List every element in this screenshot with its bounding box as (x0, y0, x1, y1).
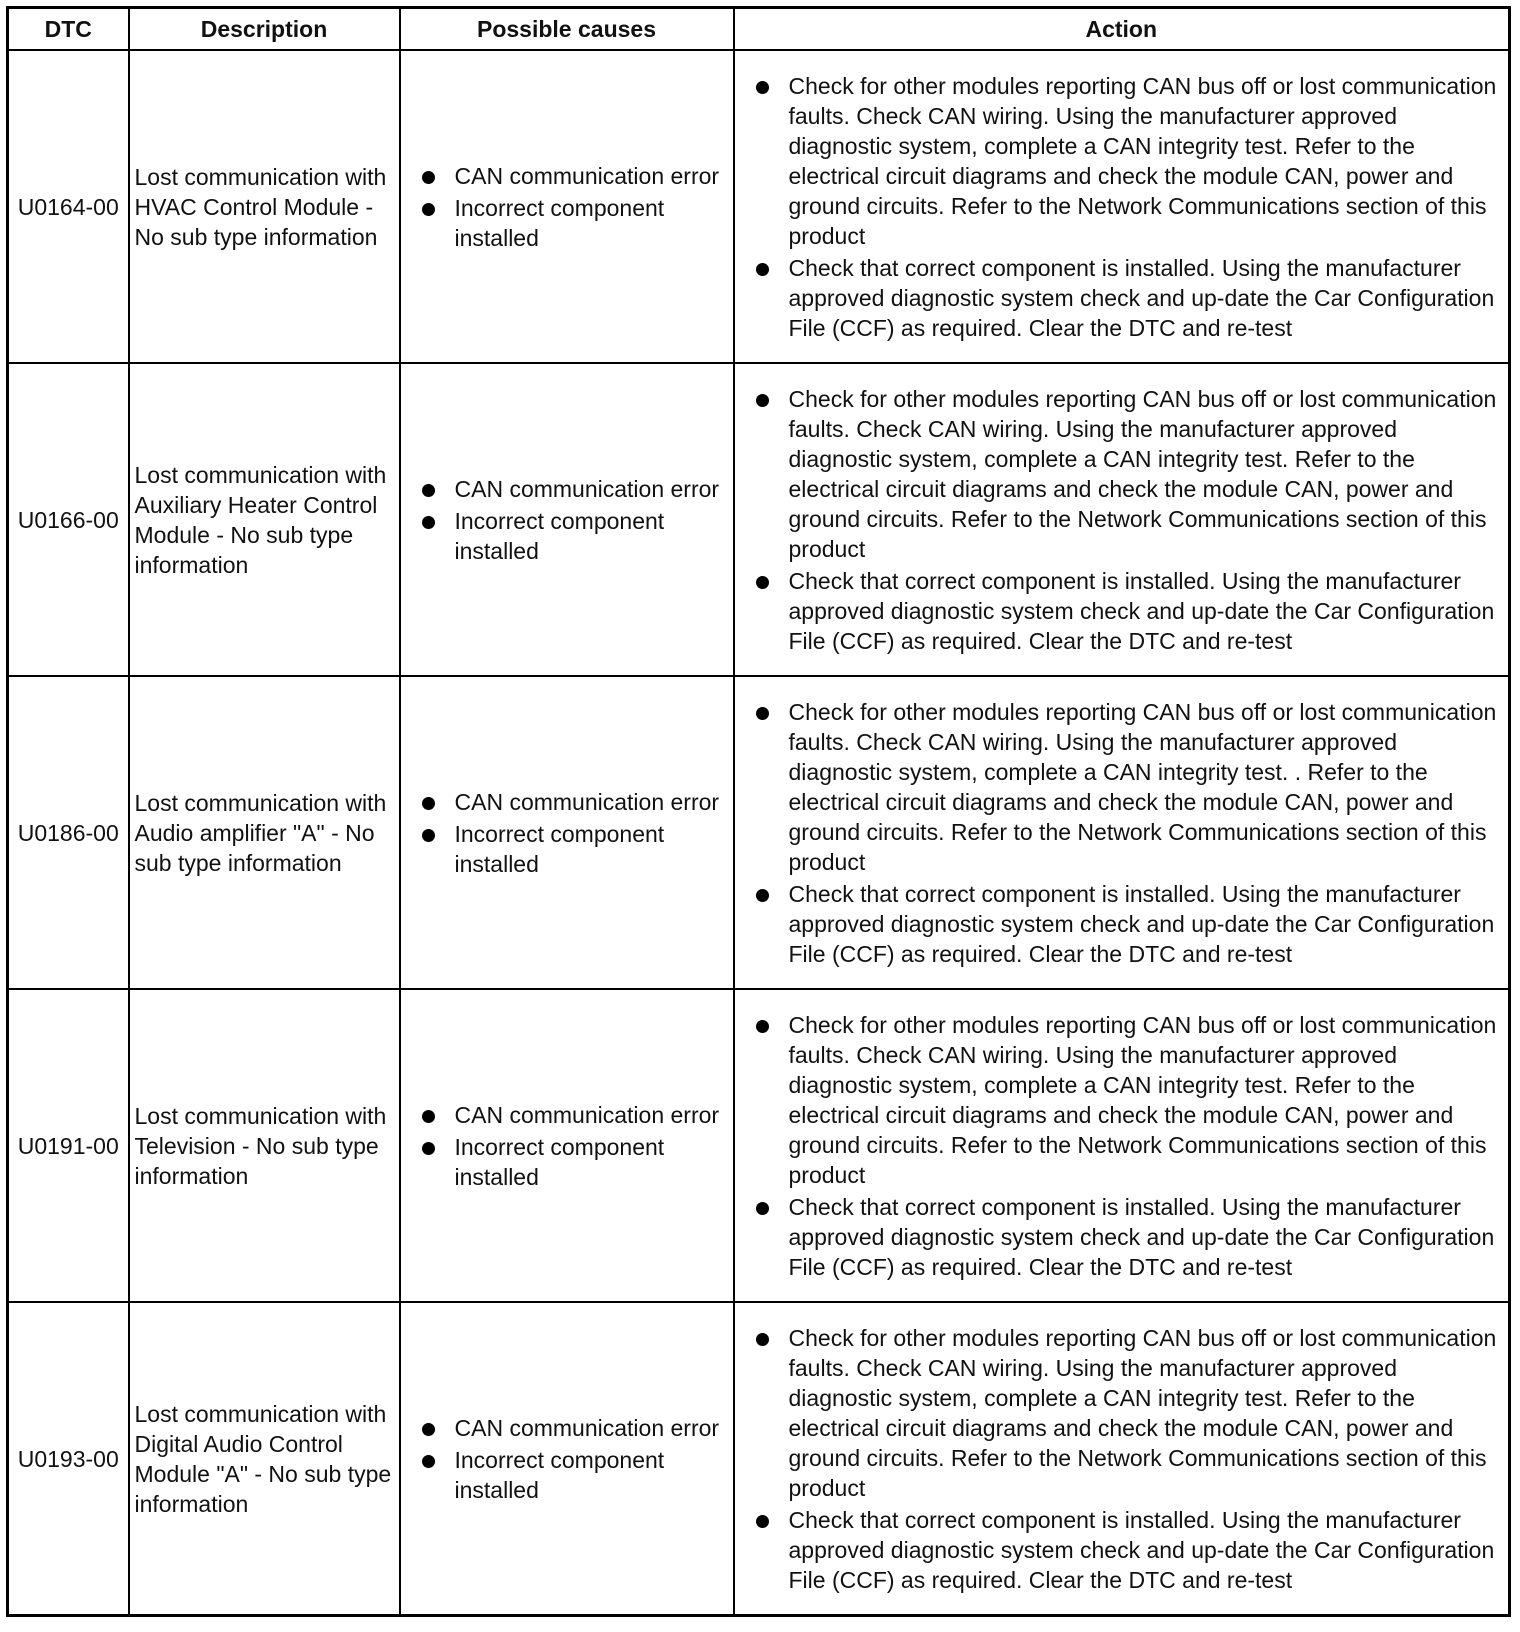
bullet-icon (422, 171, 435, 184)
action-text: Check for other modules reporting CAN bus off or lost communication faults. Check CAN wiring. Using the manufacturer approved diagnostic system, complete a CAN integrity test. Refer to the electrical circuit diagrams and check the module CAN, power and ground circuits. Refer to the Network Communications section of this product (788, 385, 1497, 562)
cause-item (419, 193, 733, 253)
cause-item (419, 1132, 733, 1192)
cause-item (419, 161, 733, 191)
action-text: Check for other modules reporting CAN bus off or lost communication faults. Check CAN wiring. Using the manufacturer approved diagnostic system, complete a CAN integrity test. . Refer to the electrical circuit diagrams and check the module CAN, power and ground circuits. Refer to the Network Communications section of this product (788, 698, 1497, 875)
cause-item (419, 1100, 733, 1130)
bullet-icon (422, 829, 435, 842)
possible-causes-list (419, 1413, 733, 1505)
action-cell (734, 676, 1510, 989)
possible-causes-list (419, 474, 733, 566)
dtc-code: U0186-00 (8, 676, 129, 989)
bullet-icon (756, 1202, 769, 1215)
bullet-icon (422, 1455, 435, 1468)
dtc-table (6, 6, 1511, 1617)
cause-text: Incorrect component installed (454, 194, 665, 251)
bullet-icon (756, 889, 769, 902)
cause-text: CAN communication error (454, 475, 720, 502)
action-text: Check that correct component is installed. Using the manufacturer approved diagnostic system check and up-date the Car Configuration File (CCF) as required. Clear the DTC and re-test (788, 1506, 1495, 1593)
dtc-code: U0166-00 (8, 363, 129, 676)
action-text: Check for other modules reporting CAN bus off or lost communication faults. Check CAN wiring. Using the manufacturer approved diagnostic system, complete a CAN integrity test. Refer to the electrical circuit diagrams and check the module CAN, power and ground circuits. Refer to the Network Communications section of this product (788, 1324, 1497, 1501)
possible-causes-cell (400, 50, 734, 363)
action-cell (734, 363, 1510, 676)
dtc-code: U0164-00 (8, 50, 129, 363)
action-list (753, 697, 1503, 969)
action-item (753, 384, 1503, 564)
bullet-icon (422, 484, 435, 497)
action-item (753, 253, 1503, 343)
possible-causes-cell (400, 989, 734, 1302)
action-item (753, 697, 1503, 877)
dtc-code: U0191-00 (8, 989, 129, 1302)
dtc-description: Lost communication with Television - No sub type information (129, 989, 400, 1302)
action-item (753, 1010, 1503, 1190)
cause-text: Incorrect component installed (454, 507, 665, 564)
bullet-icon (422, 203, 435, 216)
action-list (753, 1323, 1503, 1595)
action-item (753, 71, 1503, 251)
bullet-icon (422, 1423, 435, 1436)
table-row (8, 989, 1510, 1302)
dtc-code: U0193-00 (8, 1302, 129, 1616)
header-dtc: DTC (8, 8, 129, 51)
cause-item (419, 506, 733, 566)
bullet-icon (756, 1515, 769, 1528)
cause-text: Incorrect component installed (454, 1446, 665, 1503)
action-list (753, 71, 1503, 343)
bullet-icon (422, 1110, 435, 1123)
action-cell (734, 1302, 1510, 1616)
dtc-description: Lost communication with Audio amplifier "A" - No sub type information (129, 676, 400, 989)
cause-text: Incorrect component installed (454, 820, 665, 877)
action-item (753, 1505, 1503, 1595)
table-row (8, 1302, 1510, 1616)
possible-causes-cell (400, 1302, 734, 1616)
header-action: Action (734, 8, 1510, 51)
action-text: Check that correct component is installed. Using the manufacturer approved diagnostic system check and up-date the Car Configuration File (CCF) as required. Clear the DTC and re-test (788, 880, 1495, 967)
table-header-row (8, 8, 1510, 51)
action-list (753, 1010, 1503, 1282)
bullet-icon (756, 1333, 769, 1346)
header-description: Description (129, 8, 400, 51)
action-item (753, 1323, 1503, 1503)
action-item (753, 566, 1503, 656)
bullet-icon (756, 394, 769, 407)
action-list (753, 384, 1503, 656)
cause-text: CAN communication error (454, 788, 720, 815)
bullet-icon (756, 576, 769, 589)
action-text: Check that correct component is installed. Using the manufacturer approved diagnostic system check and up-date the Car Configuration File (CCF) as required. Clear the DTC and re-test (788, 1193, 1495, 1280)
table-row (8, 50, 1510, 363)
cause-text: CAN communication error (454, 162, 720, 189)
action-item (753, 1192, 1503, 1282)
bullet-icon (422, 797, 435, 810)
dtc-description: Lost communication with HVAC Control Module - No sub type information (129, 50, 400, 363)
possible-causes-list (419, 787, 733, 879)
possible-causes-list (419, 161, 733, 253)
bullet-icon (756, 1020, 769, 1033)
cause-text: Incorrect component installed (454, 1133, 665, 1190)
action-cell (734, 989, 1510, 1302)
cause-item (419, 819, 733, 879)
action-cell (734, 50, 1510, 363)
bullet-icon (756, 263, 769, 276)
action-text: Check that correct component is installed. Using the manufacturer approved diagnostic system check and up-date the Car Configuration File (CCF) as required. Clear the DTC and re-test (788, 567, 1495, 654)
header-possible-causes: Possible causes (400, 8, 734, 51)
bullet-icon (422, 516, 435, 529)
possible-causes-cell (400, 676, 734, 989)
action-text: Check for other modules reporting CAN bus off or lost communication faults. Check CAN wiring. Using the manufacturer approved diagnostic system, complete a CAN integrity test. Refer to the electrical circuit diagrams and check the module CAN, power and ground circuits. Refer to the Network Communications section of this product (788, 1011, 1497, 1188)
possible-causes-list (419, 1100, 733, 1192)
cause-text: CAN communication error (454, 1414, 720, 1441)
table-row (8, 363, 1510, 676)
cause-item (419, 1445, 733, 1505)
cause-item (419, 474, 733, 504)
dtc-description: Lost communication with Digital Audio Control Module "A" - No sub type information (129, 1302, 400, 1616)
action-item (753, 879, 1503, 969)
action-text: Check that correct component is installed. Using the manufacturer approved diagnostic system check and up-date the Car Configuration File (CCF) as required. Clear the DTC and re-test (788, 254, 1495, 341)
cause-text: CAN communication error (454, 1101, 720, 1128)
dtc-table-container (6, 6, 1508, 1617)
bullet-icon (756, 81, 769, 94)
table-row (8, 676, 1510, 989)
cause-item (419, 1413, 733, 1443)
bullet-icon (422, 1142, 435, 1155)
bullet-icon (756, 707, 769, 720)
cause-item (419, 787, 733, 817)
dtc-description: Lost communication with Auxiliary Heater Control Module - No sub type information (129, 363, 400, 676)
possible-causes-cell (400, 363, 734, 676)
action-text: Check for other modules reporting CAN bus off or lost communication faults. Check CAN wiring. Using the manufacturer approved diagnostic system, complete a CAN integrity test. Refer to the electrical circuit diagrams and check the module CAN, power and ground circuits. Refer to the Network Communications section of this product (788, 72, 1497, 249)
